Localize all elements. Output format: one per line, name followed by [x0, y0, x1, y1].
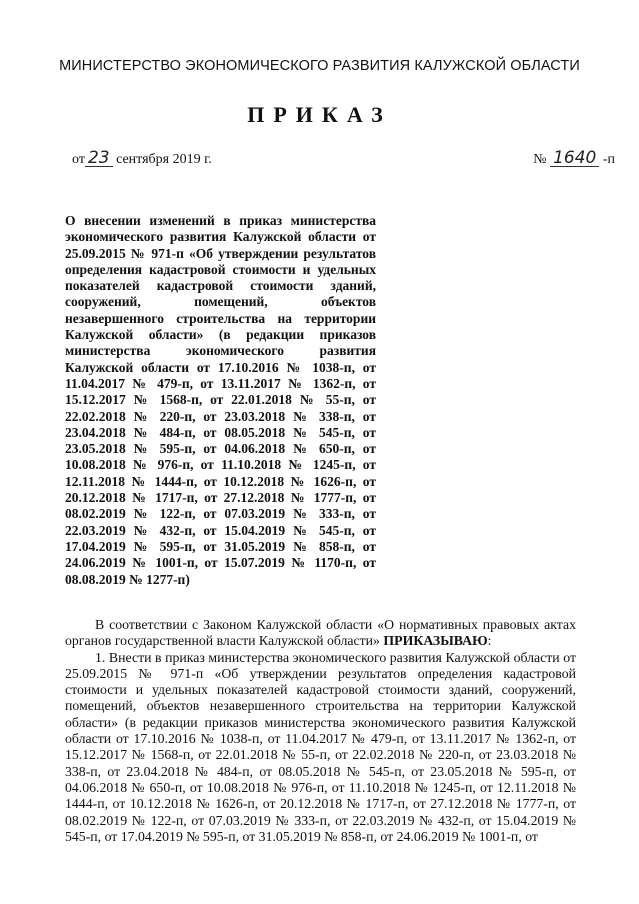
order-number — [533, 150, 615, 168]
number-prefix: № — [533, 152, 547, 167]
date-rest: сентября 2019 г. — [116, 152, 212, 167]
order-title: ПРИКАЗ — [247, 102, 392, 127]
order-body — [65, 617, 576, 845]
order-keyword: ПРИКАЗЫВАЮ — [383, 633, 488, 649]
order-date — [72, 150, 212, 168]
handwritten-day: 23 — [85, 150, 113, 167]
preamble-text: В соответствии с Законом Калужской области «О нормативных правовых актах органов государственной власти Калужской области» — [65, 617, 576, 649]
item-1-paragraph: 1. Внести в приказ министерства экономического развития Калужской области от 25.09.2015 № 971-п «Об утверждении результатов определения кадастровой стоимости и удельных показателей кадастровой стоимости зданий, сооружений, помещений, объектов незавершенного строительства на территории Калужской области» (в редакции приказов министерства экономического развития Калужской области от 17.10.2016 № 1038-п, от 11.04.2017 № 479-п, от 13.11.2017 № 1362-п, от 15.12.2017 № 1568-п, от 22.01.2018 № 55-п, от 22.02.2018 № 220-п, от 23.03.2018 № 338-п, от 23.04.2018 № 484-п, от 08.05.2018 № 545-п, от 23.05.2018 № 595-п, от 04.06.2018 № 650-п, от 10.08.2018 № 976-п, от 11.10.2018 № 1245-п, от 12.11.2018 № 1444-п, от 10.12.2018 № 1626-п, от 20.12.2018 № 1717-п, от 27.12.2018 № 1777-п, от 08.02.2019 № 122-п, от 07.03.2019 № 333-п, от 22.03.2019 № 432-п, от 15.04.2019 № 545-п, от 17.04.2019 № 595-п, от 31.05.2019 № 858-п, от 24.06.2019 № 1001-п, от — [65, 649, 576, 844]
order-subject: О внесении изменений в приказ министерства экономического развития Калужской области от 25.09.2015 № 971-п «Об утверждении результатов определения кадастровой стоимости и удельных показателей кадастровой стоимости зданий, сооружений, помещений, объектов незавершенного строительства на территории Калужской области» (в редакции приказов министерства экономического развития Калужской области от 17.10.2016 № 1038-п, от 11.04.2017 № 479-п, от 13.11.2017 № 1362-п, от 15.12.2017 № 1568-п, от 22.01.2018 № 55-п, от 22.02.2018 № 220-п, от 23.03.2018 № 338-п, от 23.04.2018 № 484-п, от 08.05.2018 № 545-п, от 23.05.2018 № 595-п, от 04.06.2018 № 650-п, от 10.08.2018 № 976-п, от 11.10.2018 № 1245-п, от 12.11.2018 № 1444-п, от 10.12.2018 № 1626-п, от 20.12.2018 № 1717-п, от 27.12.2018 № 1777-п, от 08.02.2019 № 122-п, от 07.03.2019 № 333-п, от 22.03.2019 № 432-п, от 15.04.2019 № 545-п, от 17.04.2019 № 595-п, от 31.05.2019 № 858-п, от 24.06.2019 № 1001-п, от 15.07.2019 № 1170-п, от 08.08.2019 № 1277-п) — [65, 213, 376, 587]
date-prefix: от — [72, 152, 85, 167]
keyword-tail: : — [487, 633, 492, 649]
handwritten-number: 1640 — [550, 150, 599, 167]
preamble-paragraph — [65, 617, 576, 650]
ministry-name: МИНИСТЕРСТВО ЭКОНОМИЧЕСКОГО РАЗВИТИЯ КАЛУЖСКОЙ ОБЛАСТИ — [59, 58, 580, 74]
number-suffix: -п — [602, 152, 615, 167]
